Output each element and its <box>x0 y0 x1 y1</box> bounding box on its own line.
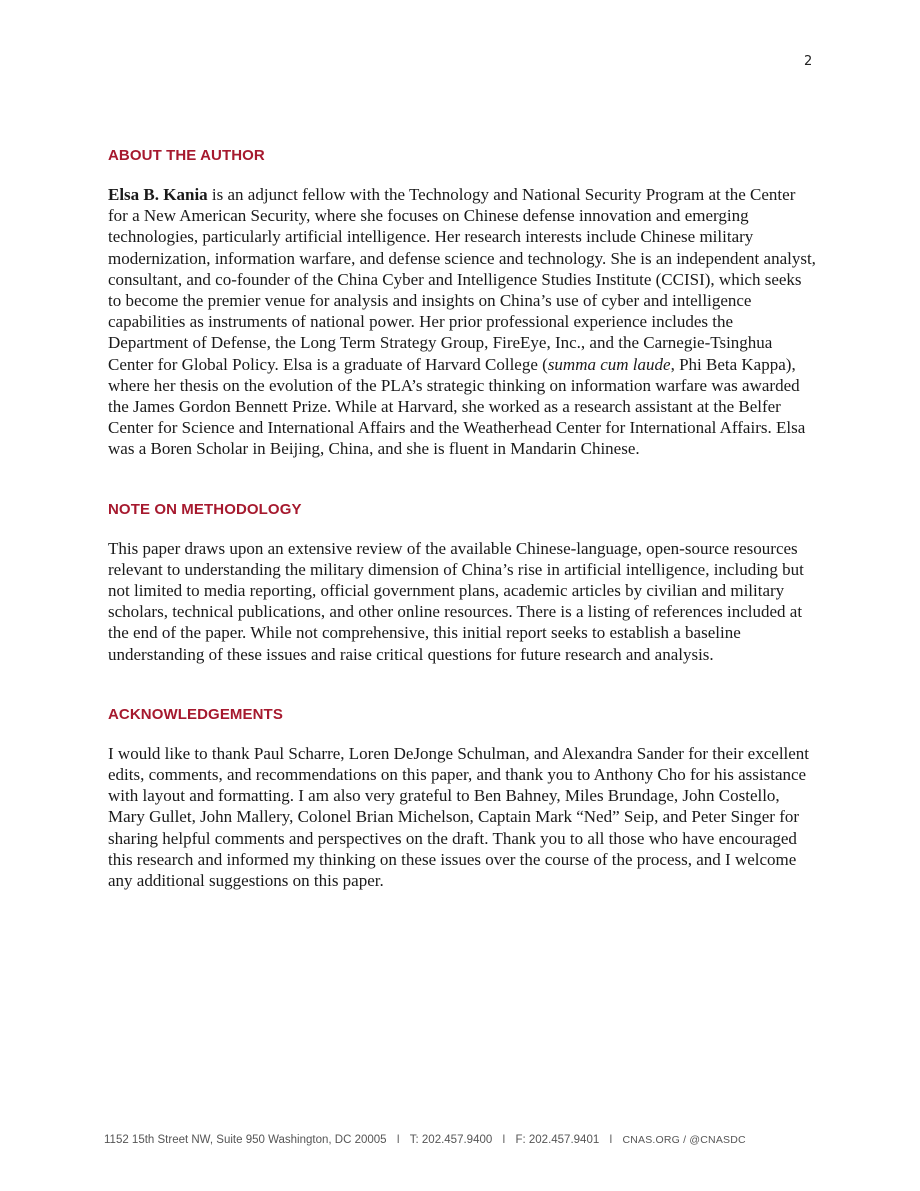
footer-phone: T: 202.457.9400 <box>409 1134 493 1146</box>
footer-website: CNAS.ORG / @CNASDC <box>622 1134 746 1146</box>
about-text-part-2: , Phi Beta Kappa), where her thesis on the evolution of the PLA’s strategic thinking on information warfare was awarded the James Gordon Bennett Prize. While at Harvard, she worked as a research assistant at the Belfer Center for Science and International Affairs and the Weatherhead Center for International Affairs. Elsa was a Boren Scholar in Beijing, China, and she is fluent in Mandarin Chinese. <box>108 354 806 459</box>
footer-separator: I <box>502 1134 506 1146</box>
honor-text: summa cum laude <box>547 354 671 374</box>
page-footer <box>104 1134 824 1146</box>
about-author-paragraph <box>108 184 816 460</box>
methodology-paragraph: This paper draws upon an extensive review of the available Chinese-language, open-source resources relevant to understanding the military dimension of China’s rise in artificial intelligence, including but not limited to media reporting, official government plans, academic articles by civilian and military scholars, technical publications, and other online resources. There is a listing of references included at the end of the paper. While not comprehensive, this initial report seeks to establish a baseline understanding of these issues and raise critical questions for future research and analysis. <box>108 538 804 664</box>
page-number: 2 <box>804 54 813 69</box>
about-text-part-1: is an adjunct fellow with the Technology and National Security Program at the Center for a New American Security, where she focuses on Chinese defense innovation and emerging technologies, particularly artificial intelligence. Her research interests include Chinese military modernization, information warfare, and defense science and technology. She is an independent analyst, consultant, and co-founder of the China Cyber and Intelligence Studies Institute (CCISI), which seeks to become the premier venue for analysis and insights on China’s use of cyber and intelligence capabilities as instruments of national power. Her prior professional experience includes the Department of Defense, the Long Term Strategy Group, FireEye, Inc., and the Carnegie-Tsinghua Center for Global Policy. Elsa is a graduate of Harvard College ( <box>108 185 816 374</box>
page-content <box>108 144 816 891</box>
about-author-heading: ABOUT THE AUTHOR <box>108 147 265 164</box>
footer-address: 1152 15th Street NW, Suite 950 Washington, DC 20005 <box>104 1134 387 1146</box>
acknowledgements-paragraph: I would like to thank Paul Scharre, Loren DeJonge Schulman, and Alexandra Sander for their excellent edits, comments, and recommendations on this paper, and thank you to Anthony Cho for his assistance with layout and formatting. I am also very grateful to Ben Bahney, Miles Brundage, John Costello, Mary Gullet, John Mallery, Colonel Brian Michelson, Captain Mark “Ned” Seip, and Peter Singer for sharing helpful comments and perspectives on the draft. Thank you to all those who have encouraged this research and informed my thinking on these issues over the course of the process, and I welcome any additional suggestions on this paper. <box>108 743 810 891</box>
methodology-heading: NOTE ON METHODOLOGY <box>108 500 302 518</box>
footer-fax: F: 202.457.9401 <box>515 1134 600 1146</box>
footer-separator: I <box>609 1134 613 1146</box>
footer-separator: I <box>396 1134 400 1146</box>
acknowledgements-heading: ACKNOWLEDGEMENTS <box>108 705 283 723</box>
author-name: Elsa B. Kania <box>108 185 208 204</box>
